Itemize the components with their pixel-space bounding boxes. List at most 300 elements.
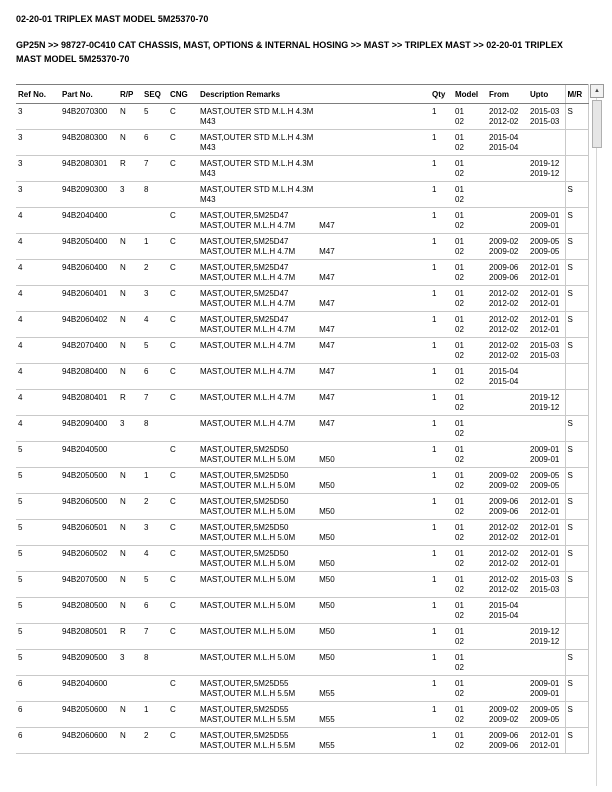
cell-cng: C bbox=[168, 156, 198, 182]
cell-from: 2012-02 2012-02 bbox=[487, 312, 528, 338]
cell-mr: S bbox=[565, 104, 588, 130]
cell-from bbox=[487, 208, 528, 234]
cell-description: MAST,OUTER M.L.H 4.7M M47 bbox=[198, 364, 430, 390]
cell-cng bbox=[168, 416, 198, 442]
table-row bbox=[16, 156, 588, 182]
column-header-rp: R/P bbox=[118, 85, 142, 104]
cell-mr: S bbox=[565, 442, 588, 468]
cell-cng: C bbox=[168, 312, 198, 338]
cell-seq: 7 bbox=[142, 624, 168, 650]
cell-mr: S bbox=[565, 546, 588, 572]
table-row bbox=[16, 286, 588, 312]
cell-upto: 2015-03 2015-03 bbox=[528, 104, 565, 130]
cell-part-no: 94B2070400 bbox=[60, 338, 118, 364]
table-row bbox=[16, 338, 588, 364]
cell-mr bbox=[565, 156, 588, 182]
column-header-part-no: Part No. bbox=[60, 85, 118, 104]
cell-mr: S bbox=[565, 702, 588, 728]
cell-seq: 3 bbox=[142, 520, 168, 546]
cell-ref-no: 4 bbox=[16, 286, 60, 312]
cell-from: 2009-06 2009-06 bbox=[487, 260, 528, 286]
cell-part-no: 94B2070300 bbox=[60, 104, 118, 130]
cell-cng: C bbox=[168, 442, 198, 468]
cell-part-no: 94B2060501 bbox=[60, 520, 118, 546]
cell-from: 2009-02 2009-02 bbox=[487, 234, 528, 260]
cell-ref-no: 4 bbox=[16, 208, 60, 234]
cell-description: MAST,OUTER STD M.L.H 4.3M M43 bbox=[198, 156, 430, 182]
cell-rp: R bbox=[118, 156, 142, 182]
cell-part-no: 94B2090400 bbox=[60, 416, 118, 442]
cell-model: 01 02 bbox=[453, 572, 487, 598]
cell-model: 01 02 bbox=[453, 676, 487, 702]
table-row bbox=[16, 416, 588, 442]
cell-model: 01 02 bbox=[453, 728, 487, 754]
cell-cng: C bbox=[168, 286, 198, 312]
scrollbar-track[interactable] bbox=[596, 98, 597, 786]
cell-ref-no: 5 bbox=[16, 598, 60, 624]
cell-rp: N bbox=[118, 520, 142, 546]
cell-model: 01 02 bbox=[453, 208, 487, 234]
cell-cng: C bbox=[168, 598, 198, 624]
vertical-scrollbar[interactable] bbox=[590, 84, 604, 786]
cell-from bbox=[487, 182, 528, 208]
cell-seq: 6 bbox=[142, 364, 168, 390]
cell-upto: 2019-12 2019-12 bbox=[528, 156, 565, 182]
column-header-cng: CNG bbox=[168, 85, 198, 104]
cell-part-no: 94B2060600 bbox=[60, 728, 118, 754]
cell-model: 01 02 bbox=[453, 234, 487, 260]
cell-mr: S bbox=[565, 728, 588, 754]
cell-mr bbox=[565, 390, 588, 416]
cell-upto: 2015-03 2015-03 bbox=[528, 572, 565, 598]
cell-upto: 2009-01 2009-01 bbox=[528, 676, 565, 702]
cell-rp: R bbox=[118, 390, 142, 416]
cell-from: 2009-06 2009-06 bbox=[487, 494, 528, 520]
table-row bbox=[16, 312, 588, 338]
cell-seq: 1 bbox=[142, 234, 168, 260]
cell-from bbox=[487, 442, 528, 468]
table-row bbox=[16, 260, 588, 286]
cell-model: 01 02 bbox=[453, 260, 487, 286]
cell-seq: 3 bbox=[142, 286, 168, 312]
cell-ref-no: 5 bbox=[16, 494, 60, 520]
cell-rp: N bbox=[118, 572, 142, 598]
cell-rp bbox=[118, 676, 142, 702]
cell-from: 2012-02 2012-02 bbox=[487, 572, 528, 598]
cell-seq: 8 bbox=[142, 416, 168, 442]
cell-mr bbox=[565, 598, 588, 624]
table-row bbox=[16, 572, 588, 598]
cell-from: 2012-02 2012-02 bbox=[487, 546, 528, 572]
cell-ref-no: 5 bbox=[16, 468, 60, 494]
cell-ref-no: 6 bbox=[16, 728, 60, 754]
scroll-up-icon: ▲ bbox=[594, 88, 600, 94]
cell-ref-no: 3 bbox=[16, 130, 60, 156]
cell-description: MAST,OUTER STD M.L.H 4.3M M43 bbox=[198, 130, 430, 156]
table-row bbox=[16, 208, 588, 234]
table-header-row bbox=[16, 85, 588, 104]
cell-description: MAST,OUTER,5M25D50 MAST,OUTER M.L.H 5.0M M50 bbox=[198, 494, 430, 520]
cell-upto: 2009-01 2009-01 bbox=[528, 442, 565, 468]
cell-seq: 5 bbox=[142, 338, 168, 364]
cell-description: MAST,OUTER M.L.H 4.7M M47 bbox=[198, 416, 430, 442]
table-row bbox=[16, 130, 588, 156]
cell-part-no: 94B2080401 bbox=[60, 390, 118, 416]
cell-upto bbox=[528, 598, 565, 624]
breadcrumb: GP25N >> 98727-0C410 CAT CHASSIS, MAST, OPTIONS & INTERNAL HOSING >> MAST >> TRIPLEX MAST >> 02-20-01 TRIPLEX MAST MODEL 5M25370-70 bbox=[16, 40, 563, 64]
cell-cng: C bbox=[168, 260, 198, 286]
cell-seq: 2 bbox=[142, 494, 168, 520]
cell-model: 01 02 bbox=[453, 520, 487, 546]
page-title: 02-20-01 TRIPLEX MAST MODEL 5M25370-70 bbox=[16, 14, 209, 24]
cell-upto: 2012-01 2012-01 bbox=[528, 286, 565, 312]
cell-mr: S bbox=[565, 676, 588, 702]
cell-mr: S bbox=[565, 312, 588, 338]
cell-cng: C bbox=[168, 130, 198, 156]
cell-seq: 4 bbox=[142, 546, 168, 572]
cell-upto: 2012-01 2012-01 bbox=[528, 546, 565, 572]
cell-qty: 1 bbox=[430, 728, 453, 754]
cell-qty: 1 bbox=[430, 520, 453, 546]
cell-cng: C bbox=[168, 572, 198, 598]
cell-mr bbox=[565, 130, 588, 156]
cell-seq: 6 bbox=[142, 598, 168, 624]
cell-part-no: 94B2060502 bbox=[60, 546, 118, 572]
cell-rp: N bbox=[118, 364, 142, 390]
table-row bbox=[16, 598, 588, 624]
cell-part-no: 94B2090500 bbox=[60, 650, 118, 676]
cell-description: MAST,OUTER STD M.L.H 4.3M M43 bbox=[198, 104, 430, 130]
table-row bbox=[16, 442, 588, 468]
cell-description: MAST,OUTER,5M25D55 MAST,OUTER M.L.H 5.5M M55 bbox=[198, 676, 430, 702]
cell-upto bbox=[528, 416, 565, 442]
cell-upto: 2019-12 2019-12 bbox=[528, 624, 565, 650]
cell-mr: S bbox=[565, 572, 588, 598]
cell-mr: S bbox=[565, 520, 588, 546]
cell-seq: 8 bbox=[142, 182, 168, 208]
cell-part-no: 94B2050600 bbox=[60, 702, 118, 728]
cell-qty: 1 bbox=[430, 598, 453, 624]
cell-rp: R bbox=[118, 624, 142, 650]
cell-part-no: 94B2060401 bbox=[60, 286, 118, 312]
cell-upto bbox=[528, 182, 565, 208]
column-header-model: Model bbox=[453, 85, 487, 104]
cell-from: 2012-02 2012-02 bbox=[487, 104, 528, 130]
cell-description: MAST,OUTER,5M25D50 MAST,OUTER M.L.H 5.0M M50 bbox=[198, 520, 430, 546]
cell-upto: 2009-05 2009-05 bbox=[528, 234, 565, 260]
cell-mr: S bbox=[565, 338, 588, 364]
table-row bbox=[16, 702, 588, 728]
cell-description: MAST,OUTER M.L.H 5.0M M50 bbox=[198, 624, 430, 650]
cell-rp: N bbox=[118, 104, 142, 130]
cell-rp: N bbox=[118, 338, 142, 364]
cell-description: MAST,OUTER M.L.H 4.7M M47 bbox=[198, 390, 430, 416]
cell-description: MAST,OUTER,5M25D50 MAST,OUTER M.L.H 5.0M M50 bbox=[198, 468, 430, 494]
cell-rp: N bbox=[118, 494, 142, 520]
cell-mr bbox=[565, 364, 588, 390]
cell-from: 2012-02 2012-02 bbox=[487, 520, 528, 546]
cell-mr: S bbox=[565, 494, 588, 520]
table-row bbox=[16, 234, 588, 260]
cell-upto: 2012-01 2012-01 bbox=[528, 494, 565, 520]
cell-upto bbox=[528, 650, 565, 676]
cell-part-no: 94B2080300 bbox=[60, 130, 118, 156]
cell-upto: 2009-05 2009-05 bbox=[528, 702, 565, 728]
cell-ref-no: 4 bbox=[16, 260, 60, 286]
cell-qty: 1 bbox=[430, 234, 453, 260]
cell-from bbox=[487, 676, 528, 702]
cell-cng bbox=[168, 650, 198, 676]
column-header-seq: SEQ bbox=[142, 85, 168, 104]
cell-part-no: 94B2080501 bbox=[60, 624, 118, 650]
cell-ref-no: 4 bbox=[16, 234, 60, 260]
cell-upto bbox=[528, 364, 565, 390]
cell-qty: 1 bbox=[430, 312, 453, 338]
cell-rp: 3 bbox=[118, 182, 142, 208]
cell-ref-no: 5 bbox=[16, 572, 60, 598]
cell-description: MAST,OUTER M.L.H 4.7M M47 bbox=[198, 338, 430, 364]
cell-part-no: 94B2080500 bbox=[60, 598, 118, 624]
cell-rp: N bbox=[118, 260, 142, 286]
cell-part-no: 94B2070500 bbox=[60, 572, 118, 598]
cell-mr: S bbox=[565, 416, 588, 442]
cell-from bbox=[487, 390, 528, 416]
cell-description: MAST,OUTER,5M25D50 MAST,OUTER M.L.H 5.0M M50 bbox=[198, 546, 430, 572]
cell-from bbox=[487, 624, 528, 650]
cell-qty: 1 bbox=[430, 546, 453, 572]
cell-ref-no: 5 bbox=[16, 650, 60, 676]
cell-model: 01 02 bbox=[453, 364, 487, 390]
cell-cng: C bbox=[168, 338, 198, 364]
cell-upto: 2015-03 2015-03 bbox=[528, 338, 565, 364]
scrollbar-thumb[interactable] bbox=[592, 100, 602, 148]
cell-seq: 2 bbox=[142, 260, 168, 286]
cell-part-no: 94B2040600 bbox=[60, 676, 118, 702]
cell-from: 2015-04 2015-04 bbox=[487, 364, 528, 390]
cell-rp: N bbox=[118, 286, 142, 312]
cell-upto: 2009-05 2009-05 bbox=[528, 468, 565, 494]
cell-ref-no: 4 bbox=[16, 416, 60, 442]
cell-rp: N bbox=[118, 598, 142, 624]
cell-seq: 7 bbox=[142, 156, 168, 182]
cell-cng: C bbox=[168, 520, 198, 546]
cell-qty: 1 bbox=[430, 338, 453, 364]
cell-description: MAST,OUTER M.L.H 5.0M M50 bbox=[198, 572, 430, 598]
cell-cng: C bbox=[168, 234, 198, 260]
cell-upto: 2009-01 2009-01 bbox=[528, 208, 565, 234]
cell-seq: 7 bbox=[142, 390, 168, 416]
cell-from bbox=[487, 156, 528, 182]
cell-part-no: 94B2080301 bbox=[60, 156, 118, 182]
cell-seq bbox=[142, 442, 168, 468]
table-row bbox=[16, 520, 588, 546]
cell-description: MAST,OUTER M.L.H 5.0M M50 bbox=[198, 650, 430, 676]
cell-part-no: 94B2040400 bbox=[60, 208, 118, 234]
cell-ref-no: 6 bbox=[16, 702, 60, 728]
cell-qty: 1 bbox=[430, 468, 453, 494]
cell-mr: S bbox=[565, 650, 588, 676]
cell-from: 2012-02 2012-02 bbox=[487, 286, 528, 312]
cell-seq: 5 bbox=[142, 104, 168, 130]
cell-seq bbox=[142, 208, 168, 234]
cell-model: 01 02 bbox=[453, 156, 487, 182]
table-row bbox=[16, 494, 588, 520]
cell-description: MAST,OUTER STD M.L.H 4.3M M43 bbox=[198, 182, 430, 208]
cell-model: 01 02 bbox=[453, 494, 487, 520]
cell-model: 01 02 bbox=[453, 598, 487, 624]
cell-description: MAST,OUTER,5M25D47 MAST,OUTER M.L.H 4.7M M47 bbox=[198, 312, 430, 338]
cell-qty: 1 bbox=[430, 676, 453, 702]
cell-cng: C bbox=[168, 624, 198, 650]
cell-rp: N bbox=[118, 546, 142, 572]
cell-description: MAST,OUTER,5M25D47 MAST,OUTER M.L.H 4.7M M47 bbox=[198, 208, 430, 234]
cell-rp bbox=[118, 208, 142, 234]
column-header-from: From bbox=[487, 85, 528, 104]
cell-from: 2012-02 2012-02 bbox=[487, 338, 528, 364]
cell-model: 01 02 bbox=[453, 286, 487, 312]
cell-description: MAST,OUTER,5M25D55 MAST,OUTER M.L.H 5.5M M55 bbox=[198, 728, 430, 754]
cell-cng: C bbox=[168, 364, 198, 390]
cell-from: 2009-06 2009-06 bbox=[487, 728, 528, 754]
cell-from: 2009-02 2009-02 bbox=[487, 468, 528, 494]
cell-qty: 1 bbox=[430, 286, 453, 312]
cell-rp: 3 bbox=[118, 650, 142, 676]
cell-cng: C bbox=[168, 676, 198, 702]
cell-qty: 1 bbox=[430, 702, 453, 728]
cell-mr: S bbox=[565, 286, 588, 312]
cell-rp: 3 bbox=[118, 416, 142, 442]
cell-model: 01 02 bbox=[453, 650, 487, 676]
cell-model: 01 02 bbox=[453, 312, 487, 338]
cell-qty: 1 bbox=[430, 416, 453, 442]
table-row bbox=[16, 624, 588, 650]
cell-qty: 1 bbox=[430, 572, 453, 598]
cell-upto bbox=[528, 130, 565, 156]
cell-description: MAST,OUTER,5M25D50 MAST,OUTER M.L.H 5.0M M50 bbox=[198, 442, 430, 468]
cell-ref-no: 3 bbox=[16, 182, 60, 208]
cell-qty: 1 bbox=[430, 442, 453, 468]
parts-table-body bbox=[16, 104, 588, 754]
cell-rp: N bbox=[118, 234, 142, 260]
cell-seq: 4 bbox=[142, 312, 168, 338]
cell-part-no: 94B2080400 bbox=[60, 364, 118, 390]
cell-mr: S bbox=[565, 468, 588, 494]
cell-part-no: 94B2040500 bbox=[60, 442, 118, 468]
column-header-mr: M/R bbox=[565, 85, 588, 104]
cell-ref-no: 4 bbox=[16, 338, 60, 364]
cell-cng: C bbox=[168, 104, 198, 130]
cell-part-no: 94B2090300 bbox=[60, 182, 118, 208]
cell-description: MAST,OUTER,5M25D47 MAST,OUTER M.L.H 4.7M M47 bbox=[198, 234, 430, 260]
table-row bbox=[16, 182, 588, 208]
table-row bbox=[16, 364, 588, 390]
cell-from: 2015-04 2015-04 bbox=[487, 598, 528, 624]
cell-model: 01 02 bbox=[453, 182, 487, 208]
cell-description: MAST,OUTER M.L.H 5.0M M50 bbox=[198, 598, 430, 624]
cell-qty: 1 bbox=[430, 104, 453, 130]
cell-qty: 1 bbox=[430, 130, 453, 156]
cell-rp bbox=[118, 442, 142, 468]
table-row bbox=[16, 104, 588, 130]
cell-model: 01 02 bbox=[453, 130, 487, 156]
cell-part-no: 94B2060500 bbox=[60, 494, 118, 520]
cell-from bbox=[487, 650, 528, 676]
cell-model: 01 02 bbox=[453, 390, 487, 416]
cell-seq: 6 bbox=[142, 130, 168, 156]
cell-rp: N bbox=[118, 130, 142, 156]
cell-ref-no: 6 bbox=[16, 676, 60, 702]
cell-part-no: 94B2060402 bbox=[60, 312, 118, 338]
cell-qty: 1 bbox=[430, 364, 453, 390]
cell-ref-no: 5 bbox=[16, 624, 60, 650]
cell-ref-no: 4 bbox=[16, 312, 60, 338]
cell-rp: N bbox=[118, 702, 142, 728]
cell-cng: C bbox=[168, 702, 198, 728]
cell-description: MAST,OUTER,5M25D47 MAST,OUTER M.L.H 4.7M M47 bbox=[198, 260, 430, 286]
cell-cng: C bbox=[168, 546, 198, 572]
cell-ref-no: 5 bbox=[16, 442, 60, 468]
cell-ref-no: 3 bbox=[16, 156, 60, 182]
cell-model: 01 02 bbox=[453, 702, 487, 728]
cell-cng: C bbox=[168, 494, 198, 520]
column-header-upto: Upto bbox=[528, 85, 565, 104]
cell-upto: 2012-01 2012-01 bbox=[528, 520, 565, 546]
cell-cng: C bbox=[168, 390, 198, 416]
cell-qty: 1 bbox=[430, 624, 453, 650]
cell-mr: S bbox=[565, 234, 588, 260]
cell-cng bbox=[168, 182, 198, 208]
cell-seq: 2 bbox=[142, 728, 168, 754]
cell-ref-no: 5 bbox=[16, 520, 60, 546]
cell-seq bbox=[142, 676, 168, 702]
cell-mr: S bbox=[565, 208, 588, 234]
cell-qty: 1 bbox=[430, 156, 453, 182]
cell-cng: C bbox=[168, 468, 198, 494]
cell-qty: 1 bbox=[430, 390, 453, 416]
cell-ref-no: 4 bbox=[16, 364, 60, 390]
cell-seq: 5 bbox=[142, 572, 168, 598]
cell-ref-no: 4 bbox=[16, 390, 60, 416]
cell-model: 01 02 bbox=[453, 338, 487, 364]
scroll-up-button[interactable] bbox=[590, 84, 604, 98]
table-row bbox=[16, 390, 588, 416]
cell-qty: 1 bbox=[430, 260, 453, 286]
cell-mr bbox=[565, 624, 588, 650]
cell-model: 01 02 bbox=[453, 104, 487, 130]
cell-upto: 2012-01 2012-01 bbox=[528, 728, 565, 754]
cell-mr: S bbox=[565, 260, 588, 286]
cell-from: 2015-04 2015-04 bbox=[487, 130, 528, 156]
cell-model: 01 02 bbox=[453, 468, 487, 494]
cell-rp: N bbox=[118, 468, 142, 494]
cell-qty: 1 bbox=[430, 494, 453, 520]
cell-model: 01 02 bbox=[453, 442, 487, 468]
cell-cng: C bbox=[168, 208, 198, 234]
cell-description: MAST,OUTER,5M25D55 MAST,OUTER M.L.H 5.5M M55 bbox=[198, 702, 430, 728]
table-row bbox=[16, 650, 588, 676]
cell-model: 01 02 bbox=[453, 416, 487, 442]
cell-from bbox=[487, 416, 528, 442]
cell-seq: 8 bbox=[142, 650, 168, 676]
cell-ref-no: 5 bbox=[16, 546, 60, 572]
cell-seq: 1 bbox=[142, 468, 168, 494]
cell-description: MAST,OUTER,5M25D47 MAST,OUTER M.L.H 4.7M M47 bbox=[198, 286, 430, 312]
cell-qty: 1 bbox=[430, 182, 453, 208]
cell-mr: S bbox=[565, 182, 588, 208]
cell-part-no: 94B2050500 bbox=[60, 468, 118, 494]
cell-cng: C bbox=[168, 728, 198, 754]
cell-part-no: 94B2050400 bbox=[60, 234, 118, 260]
